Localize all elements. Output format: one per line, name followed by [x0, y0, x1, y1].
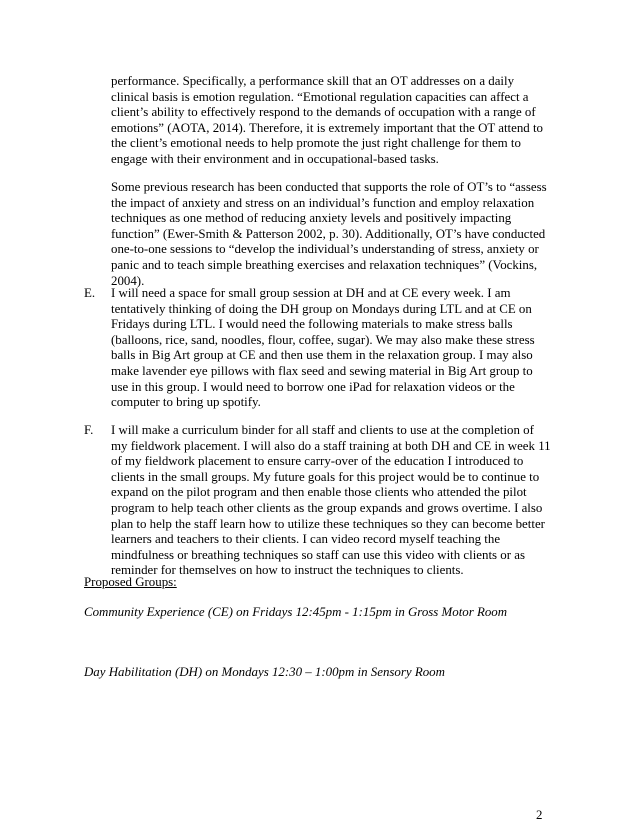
list-text-f: I will make a curriculum binder for all staff and clients to use at the completion of my fieldwork placement. I will also do a staff training at both DH and CE in week 11 of my fieldwork placement to ensure carry-over of the education I introduced to clients in the small groups. My future goals for this project would be to continue to expand on the pilot program and then enable those clients who attended the pilot program to help teach other clients as the group expands and grows overtime. I also plan to help the staff learn how to utilize these techniques so they can become better learners and teachers to their clients. I can video record myself teaching the mindfulness or breathing techniques so staff can use this video with clients or as reminder for themselves on how to instruct the techniques to clients.	[111, 423, 551, 578]
page-number: 2	[536, 808, 543, 822]
list-text-e: I will need a space for small group session at DH and at CE every week. I am tentatively thinking of doing the DH group on Mondays during LTL and at CE on Fridays during LTL. I would need the following materials to make stress balls (balloons, rice, sand, noodles, flour, coffee, sugar). We may also make these stress balls in Big Art group at CE and then use them in the relaxation group. I may also make lavender eye pillows with flax seed and sewing material in Big Art group to use in this group. I would need to borrow one iPad for relaxation videos or the computer to bring up spotify.	[111, 286, 535, 410]
list-item-f	[84, 423, 551, 579]
list-item-e	[84, 286, 551, 411]
group-dh-line: Day Habilitation (DH) on Mondays 12:30 – 1:00pm in Sensory Room	[84, 665, 445, 679]
proposed-groups-heading: Proposed Groups:	[84, 575, 177, 589]
body-paragraph-performance: performance. Specifically, a performance skill that an OT addresses on a daily clinical basis is emotion regulation. “Emotional regulation capacities can affect a client’s ability to effectively respond to the demands of occupation with a range of emotions” (AOTA, 2014). Therefore, it is extremely important that the OT attend to the client’s emotional needs to help promote the just right challenge for them to engage with their environment and in occupational-based tasks.	[111, 74, 544, 166]
list-letter-f: F.	[84, 423, 94, 437]
list-letter-e: E.	[84, 286, 96, 300]
group-ce-line: Community Experience (CE) on Fridays 12:45pm - 1:15pm in Gross Motor Room	[84, 605, 508, 619]
body-paragraph-research: Some previous research has been conducted that supports the role of OT’s to “assess the impact of anxiety and stress on an individual’s function and employ relaxation techniques as one method of reducing anxiety levels and positively impacting function” (Ewer-Smith & Patterson 2002, p. 30). Additionally, OT’s have conducted one-to-one sessions to “develop the individual’s understanding of stress, anxiety or panic and to teach simple breathing exercises and relaxation techniques” (Vockins, 2004).	[111, 180, 547, 288]
